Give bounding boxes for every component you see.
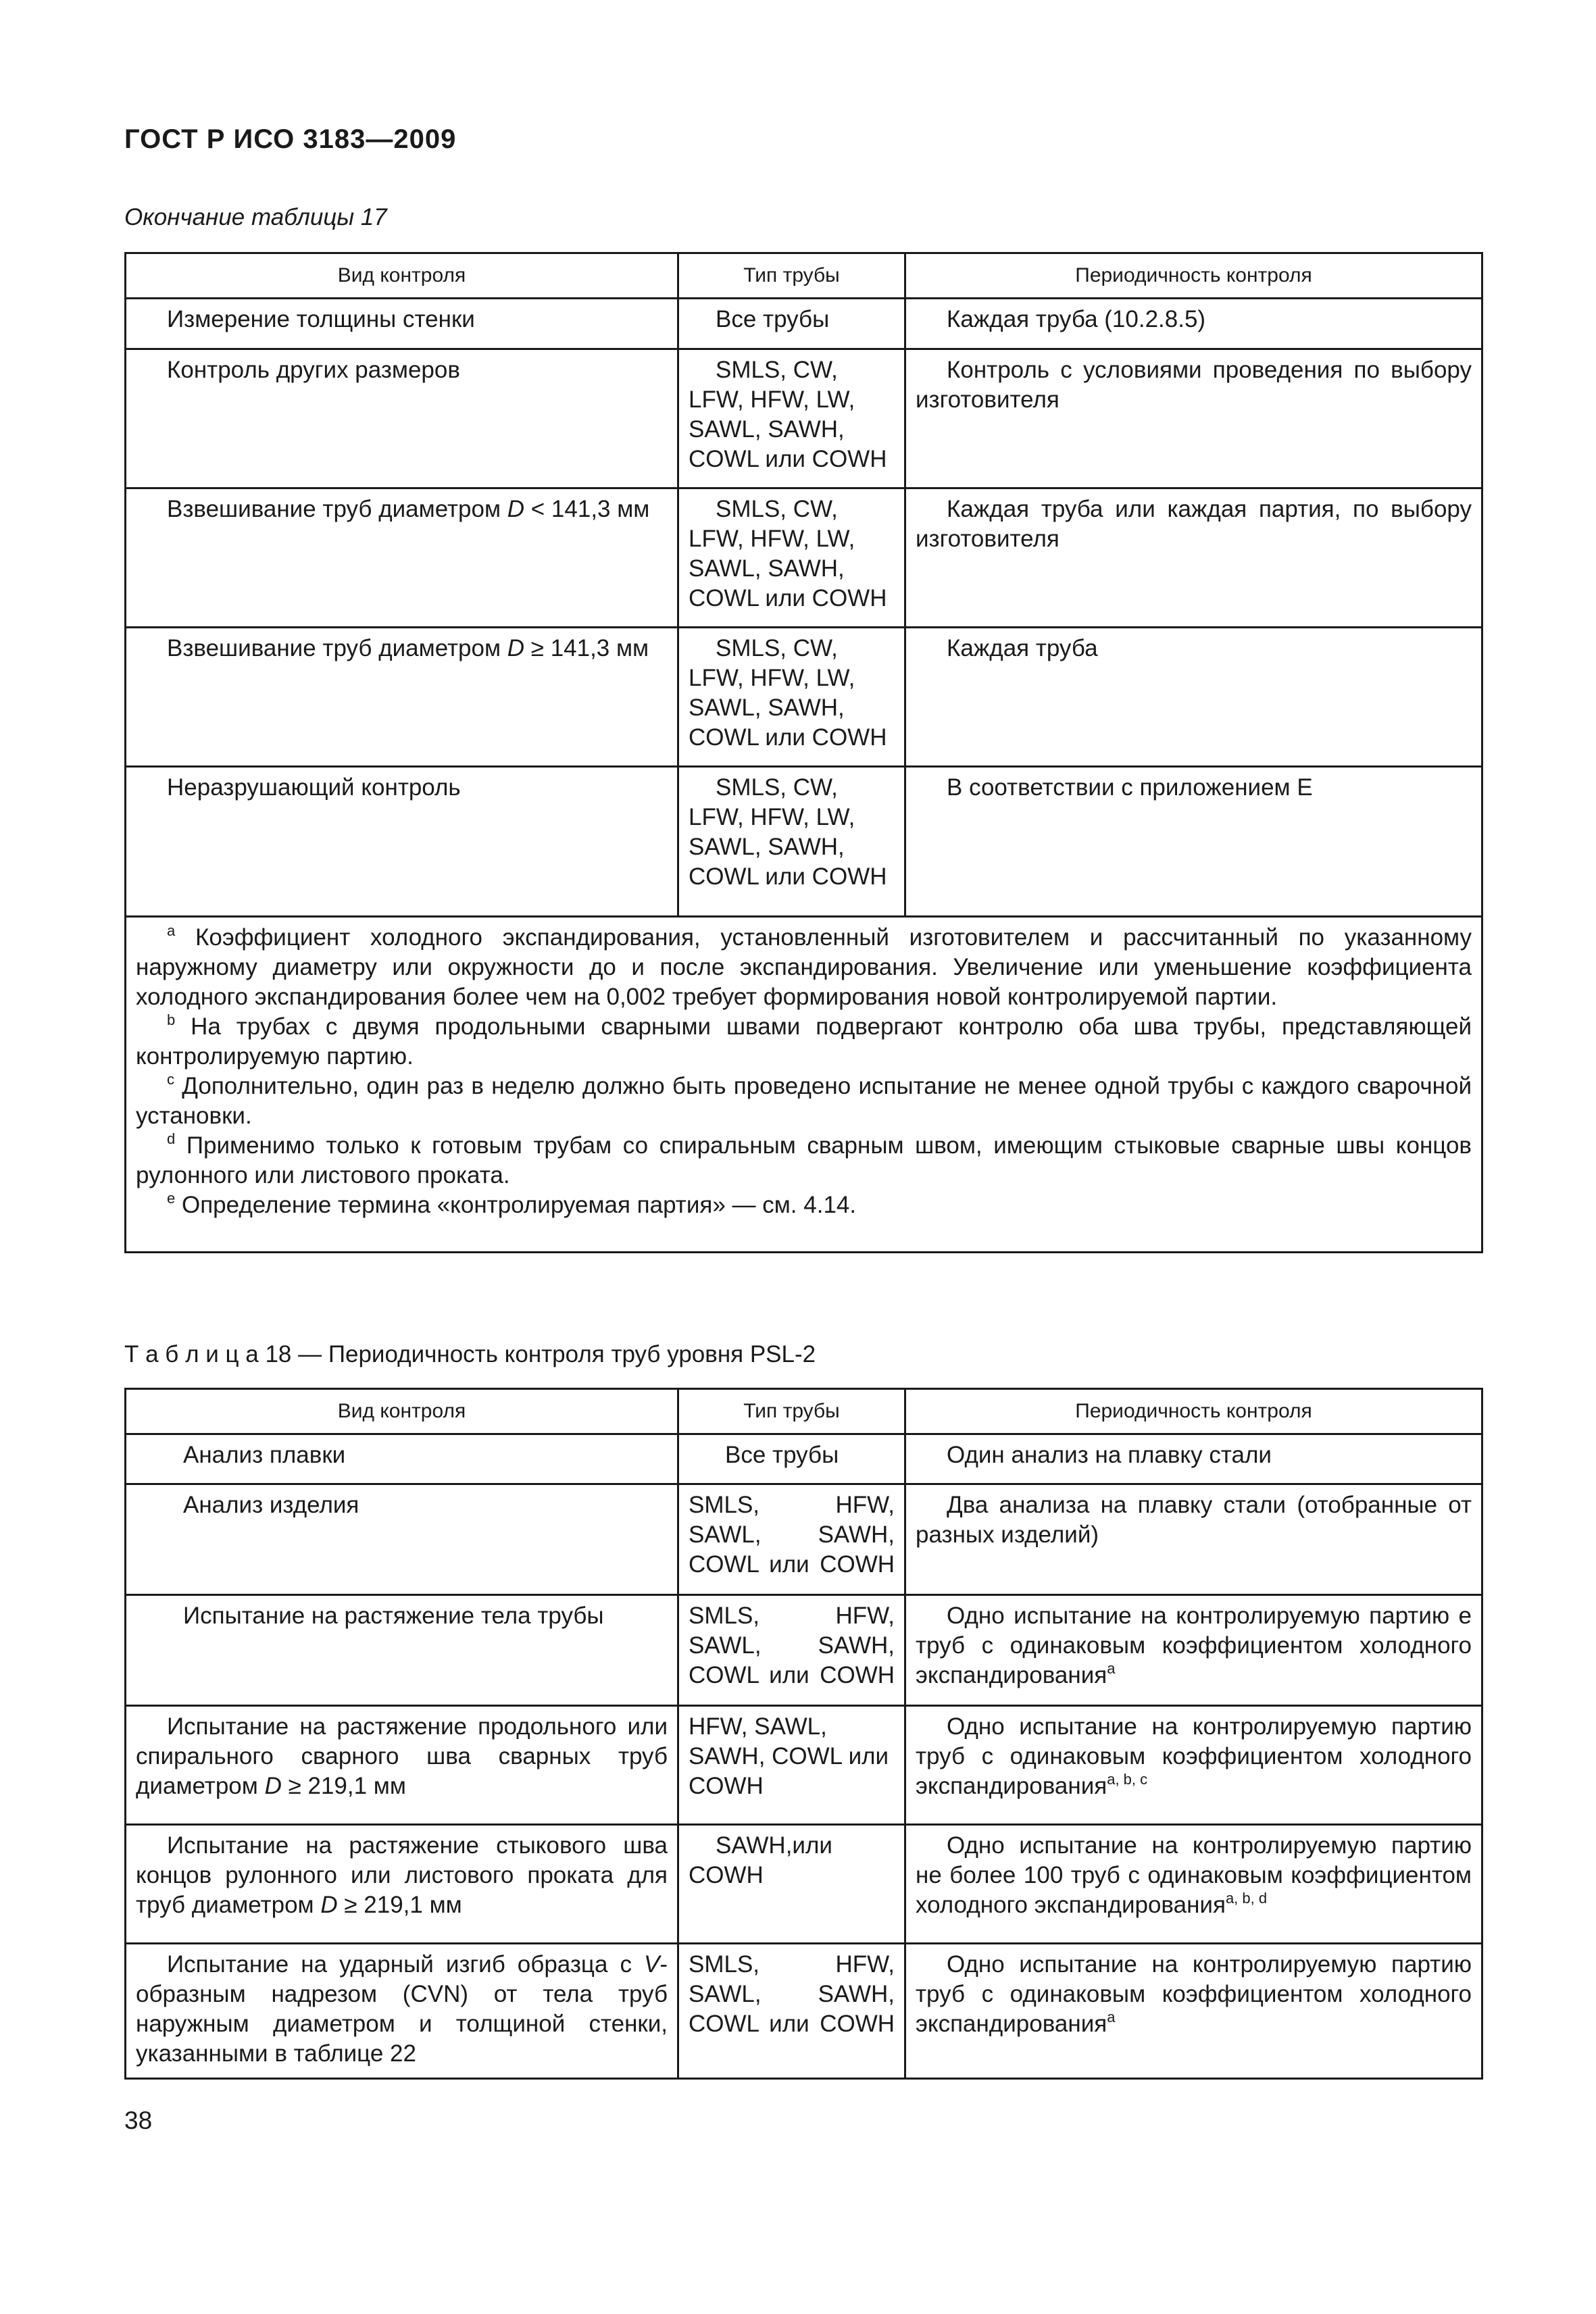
column-header: Вид контроля (126, 253, 678, 299)
column-header: Периодичность контроля (905, 253, 1482, 299)
table-row (126, 1484, 1482, 1595)
frequency-cell: Одно испытание на контролируемую партию труб с одинаковым коэффициентом холодного экспандирования$^a$ (905, 1944, 1482, 2079)
column-header: Периодичность контроля (905, 1389, 1482, 1434)
column-header: Тип трубы (678, 253, 905, 299)
table-row (126, 1944, 1482, 2079)
control-type-cell: Взвешивание труб диаметром D < 141,3 мм (126, 488, 678, 628)
table-row (126, 1595, 1482, 1706)
control-type-cell: Измерение толщины стенки (126, 299, 678, 349)
frequency-cell: Одно испытание на контролируемую партию e труб с одинаковым коэффициентом холодного экспандирования$^a$ (905, 1595, 1482, 1706)
pipe-type-cell: SMLS, CW, LFW, HFW, LW, SAWL, SAWH, COWL или COWH (678, 488, 905, 628)
pipe-type-cell: SMLS, HFW, SAWL, SAWH, COWL или COWH (678, 1944, 905, 2079)
frequency-cell: Одно испытание на контролируемую партию не более 100 труб с одинаковым коэффициентом холодного экспандирования$^{a, b, d}$ (905, 1825, 1482, 1944)
footnote-c: $^c$ Дополнительно, один раз в неделю должно быть проведено испытание не менее одной трубы с каждого сварочной установки. (136, 1071, 1472, 1129)
frequency-cell: Каждая труба (10.2.8.5) (905, 299, 1482, 349)
table-header-row (126, 253, 1482, 299)
column-header: Тип трубы (678, 1389, 905, 1434)
frequency-cell: Каждая труба (905, 628, 1482, 767)
table-row (126, 628, 1482, 767)
footnote-a: $^a$ Коэффициент холодного экспандирования, установленный изготовителем и рассчитанный по указанному наружному диаметру или окружности до и после экспандирования. Увеличение или уменьшение коэффициента холодного экспандирования более чем на 0,002 требует формирования новой контролируемой партии. (136, 922, 1472, 1010)
pipe-type-cell: HFW, SAWL, SAWH, COWL или COWH (678, 1706, 905, 1825)
footnote-d: $^d$ Применимо только к готовым трубам со спиральным сварным швом, имеющим стыковые сварные швы концов рулонного или листового проката. (136, 1130, 1472, 1188)
frequency-cell: В соответствии с приложением E (905, 767, 1482, 917)
frequency-cell: Два анализа на плавку стали (отобранные от разных изделий) (905, 1484, 1482, 1595)
frequency-cell: Одно испытание на контролируемую партию труб с одинаковым коэффициентом холодного экспандирования$^{a, b, c}$ (905, 1706, 1482, 1825)
table-row (126, 1434, 1482, 1484)
pipe-type-cell: Все трубы (678, 299, 905, 349)
pipe-type-cell: SMLS, CW, LFW, HFW, LW, SAWL, SAWH, COWL или COWH (678, 349, 905, 488)
table-row (126, 1825, 1482, 1944)
table-row (126, 1706, 1482, 1825)
control-type-cell: Взвешивание труб диаметром D ≥ 141,3 мм (126, 628, 678, 767)
pipe-type-cell: Все трубы (678, 1434, 905, 1484)
pipe-type-cell: SMLS, HFW, SAWL, SAWH, COWL или COWH (678, 1484, 905, 1595)
page-number: 38 (124, 2107, 153, 2134)
pipe-type-cell: SMLS, CW, LFW, HFW, LW, SAWL, SAWH, COWL или COWH (678, 628, 905, 767)
footnotes-row (126, 917, 1482, 1253)
table-17 (124, 252, 1483, 1253)
table-17-continuation-caption: Окончание таблицы 17 (124, 204, 387, 230)
control-type-cell: Неразрушающий контроль (126, 767, 678, 917)
frequency-cell: Контроль с условиями проведения по выбору изготовителя (905, 349, 1482, 488)
standard-code: ГОСТ Р ИСО 3183—2009 (124, 124, 457, 154)
table-row (126, 767, 1482, 917)
pipe-type-cell: SMLS, CW, LFW, HFW, LW, SAWL, SAWH, COWL или COWH (678, 767, 905, 917)
control-type-cell: Испытание на растяжение продольного или спирального сварного шва сварных труб диаметром D ≥ 219,1 мм (126, 1706, 678, 1825)
table-header-row (126, 1389, 1482, 1434)
control-type-cell: Испытание на ударный изгиб образца с V-образным надрезом (CVN) от тела труб наружным диаметром и толщиной стенки, указанными в таблице 22 (126, 1944, 678, 2079)
control-type-cell: Испытание на растяжение стыкового шва концов рулонного или листового проката для труб диаметром D ≥ 219,1 мм (126, 1825, 678, 1944)
control-type-cell: Испытание на растяжение тела трубы (126, 1595, 678, 1706)
table-row (126, 349, 1482, 488)
footnotes-cell (126, 917, 1482, 1253)
table-18-caption: Т а б л и ц а 18 — Периодичность контроля труб уровня PSL-2 (124, 1341, 816, 1367)
control-type-cell: Анализ изделия (126, 1484, 678, 1595)
footnote-e: $^e$ Определение термина «контролируемая партия» — см. 4.14. (167, 1190, 857, 1218)
frequency-cell: Каждая труба или каждая партия, по выбору изготовителя (905, 488, 1482, 628)
table-row (126, 488, 1482, 628)
pipe-type-cell: SMLS, HFW, SAWL, SAWH, COWL или COWH (678, 1595, 905, 1706)
footnote-b: $^b$ На трубах с двумя продольными сварными швами подвергают контролю оба шва трубы, представляющей контролируемую партию. (136, 1011, 1472, 1070)
frequency-cell: Один анализ на плавку стали (905, 1434, 1482, 1484)
control-type-cell: Анализ плавки (126, 1434, 678, 1484)
column-header: Вид контроля (126, 1389, 678, 1434)
table-row (126, 299, 1482, 349)
pipe-type-cell: SAWH,или COWH (678, 1825, 905, 1944)
table-18 (124, 1388, 1483, 2080)
control-type-cell: Контроль других размеров (126, 349, 678, 488)
